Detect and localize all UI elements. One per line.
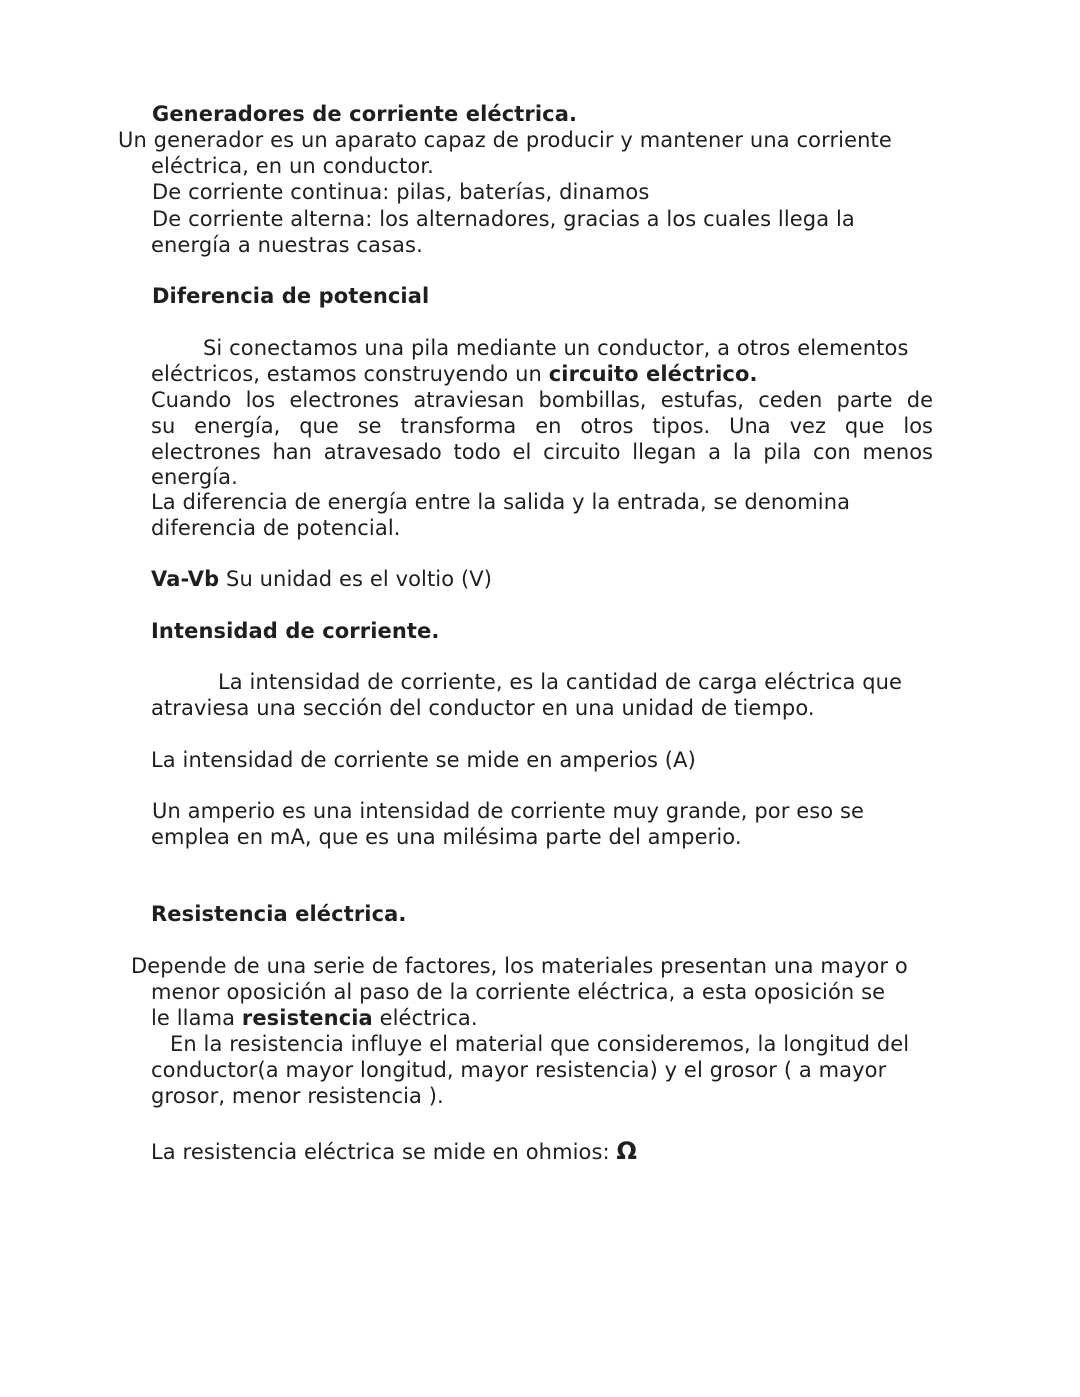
paragraph-line: Un generador es un aparato capaz de producir y mantener una corriente	[118, 128, 892, 152]
paragraph-text: eléctrica.	[372, 1006, 478, 1030]
section-heading-generadores: Generadores de corriente eléctrica.	[152, 102, 578, 126]
section-heading-potencial: Diferencia de potencial	[152, 284, 430, 308]
paragraph-line: menor oposición al paso de la corriente eléctrica, a esta oposición se	[151, 980, 886, 1004]
paragraph-line	[151, 1138, 637, 1165]
paragraph-line: atraviesa una sección del conductor en una unidad de tiempo.	[151, 696, 815, 720]
formula-description: Su unidad es el voltio (V)	[219, 567, 493, 591]
paragraph-line: emplea en mA, que es una milésima parte del amperio.	[151, 825, 742, 849]
paragraph-line-justified: su energía, que se transforma en otros tipos. Una vez que los	[151, 414, 933, 438]
paragraph-line: energía a nuestras casas.	[151, 233, 423, 257]
paragraph-line: La intensidad de corriente se mide en amperios (A)	[151, 748, 696, 772]
paragraph-text: le llama	[151, 1006, 242, 1030]
paragraph-line: grosor, menor resistencia ).	[151, 1084, 444, 1108]
bold-term: resistencia	[241, 1006, 373, 1030]
formula-line	[151, 566, 492, 592]
paragraph-line: diferencia de potencial.	[151, 516, 401, 540]
paragraph-line: En la resistencia influye el material que consideremos, la longitud del	[170, 1032, 910, 1056]
ohm-symbol: Ω	[616, 1137, 638, 1165]
section-heading-resistencia: Resistencia eléctrica.	[151, 902, 407, 926]
paragraph-text: eléctricos, estamos construyendo un	[151, 362, 549, 386]
paragraph-line: La intensidad de corriente, es la cantidad de carga eléctrica que	[218, 670, 903, 694]
formula-symbol: Va-Vb	[151, 567, 220, 591]
paragraph-line-justified: electrones han atravesado todo el circuito llegan a la pila con menos	[151, 440, 933, 464]
paragraph-line: conductor(a mayor longitud, mayor resistencia) y el grosor ( a mayor	[151, 1058, 887, 1082]
section-heading-intensidad: Intensidad de corriente.	[151, 619, 440, 643]
paragraph-line: energía.	[151, 465, 238, 489]
paragraph-line: De corriente continua: pilas, baterías, dinamos	[152, 180, 650, 204]
bold-term: circuito eléctrico.	[548, 362, 758, 386]
paragraph-line	[151, 361, 758, 387]
paragraph-line	[151, 1005, 478, 1031]
paragraph-line-justified: Cuando los electrones atraviesan bombillas, estufas, ceden parte de	[151, 388, 933, 412]
paragraph-text: La resistencia eléctrica se mide en ohmios:	[151, 1140, 617, 1164]
paragraph-line: eléctrica, en un conductor.	[151, 154, 434, 178]
paragraph-line: De corriente alterna: los alternadores, gracias a los cuales llega la	[152, 207, 855, 231]
paragraph-line: Depende de una serie de factores, los materiales presentan una mayor o	[131, 954, 908, 978]
paragraph-line: La diferencia de energía entre la salida y la entrada, se denomina	[151, 490, 851, 514]
paragraph-line: Si conectamos una pila mediante un conductor, a otros elementos	[203, 336, 909, 360]
paragraph-line: Un amperio es una intensidad de corriente muy grande, por eso se	[152, 799, 865, 823]
